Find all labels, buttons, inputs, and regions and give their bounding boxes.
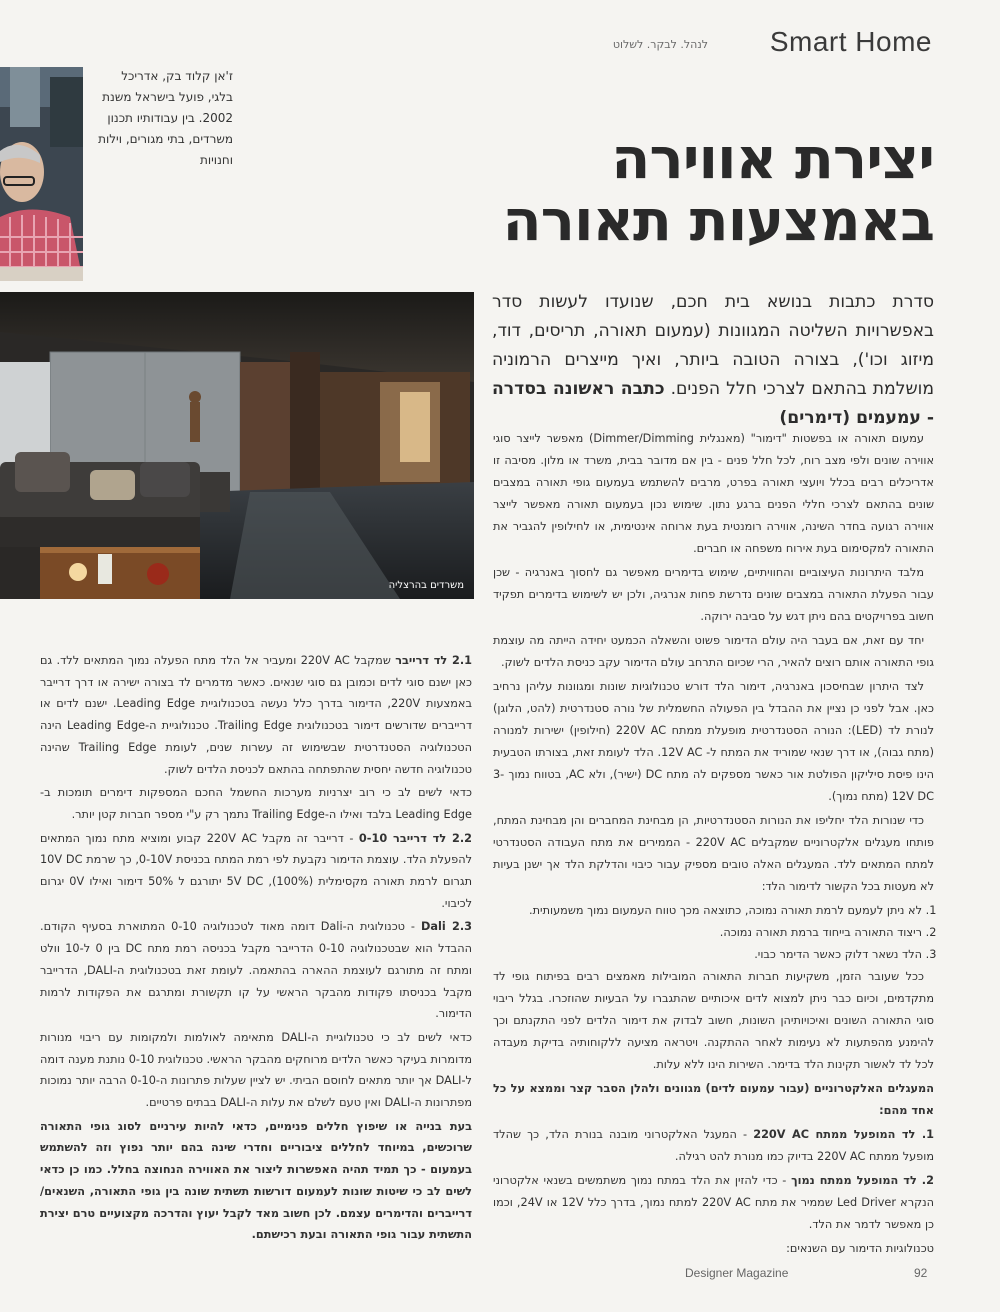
paragraph: [40, 828, 472, 915]
list-item: 2. ריצוד התאורה בייחוד ברמת תאורה נמוכה.: [493, 922, 922, 944]
left-column: [40, 650, 472, 1248]
photo-caption: משרדים בהרצליה: [388, 580, 464, 591]
paragraph: [40, 916, 472, 1025]
intro-text: סדרת כתבות בנושא בית חכם, שנועדו לעשות סדר באפשרויות השליטה המגוונות (עמעום תאורה, תריסים, דוד, מיזוג וכו'), בצורה הטובה ביותר, ואיך מייצרים הרמוניה מושלמת בהתאם לצרכי חלל הפנים.: [492, 292, 935, 399]
section-heading: 2.2 לד דרייבר 0-10: [358, 831, 473, 845]
paragraph: כדי שנורות הלד יחליפו את הנורות הסטנדרטיות, הן מבחינת המחברים והן מבחינת המתח, פותחו מעגלים אלקטרוניים שמקבלים 220V AC - הממירים את מתח העבודה הסטנדרטי למתח המתאים ללד. המעגלים האלה טובים מספיק עבור כיבוי והדלקת הלד אך ישנן בעיות לא מעטות בכל הקשור לדימור הלד:: [493, 814, 934, 893]
paragraph: כדאי לשים לב כי טכנולוגיית ה-DALI מתאימה לאולמות ולמקומות עם ריבוי מנורות מדומרות בעיקר כאשר הלדים מרוחקים מהבקר הראשי. טכנולוגית 0-10 נותנת מענה דומה ל-DALI אך יותר מתאים לחוסם הביתי. יש לציין שעלות פתרונות ה-0-10 הרבה יותר נמוכות מפתרונות ה-DALI ואין טעם לשלם את עלות ה-DALI בבתים פרטיים.: [40, 1030, 473, 1110]
paragraph: [493, 1124, 934, 1168]
paragraph: יחד עם זאת, אם בעבר היה עולם הדימור פשוט והשאלה הכמעט יחידה הייתה מה עוצמת גופי התאורה אותם רוצים להאיר, הרי שכיום התרחב עולם הדימור עקב כניסת הלדים לשוק.: [493, 634, 934, 669]
section-text: שמקבל 220V AC ומעביר אל הלד מתח הפעלה נמוך המתאים ללד. גם כאן ישנם סוגי לדים וכמובן גם סוגי שנאים. כאשר מדמרים לד בצורה ישירה או דרך דרייבר באמצעות 220V, הדימור בדרך כלל נעשה בטכנולוגיית Leading Edge. ישנם לדים או דרייברים שדורשים דימור בטכנולוגית Trailing Edge. טכנולוגיית ה-Leading Edge הינה הטכנולוגיה הסטנדרטית שבשימוש זה עשרות שנים, לעומת Trailing Edge שהינה טכנולוגיה חדשה יחסית שהתפתחה בהתאם לכניסת הלדים לשוק.: [40, 654, 473, 776]
paragraph-bold: בעת בנייה או שיפוץ חללים פנימיים, כדאי להיות עירניים לסוג גופי התאורה שרוכשים, במיוחד לחללים ציבוריים וחדרי שינה בהם יותר נפוץ וזה להשתמש בעמעום - כך תמיד תהיה האפשרות ליצור את האווירה הנחוצה בחלל. כמו כן כדאי לשים לב כי שיטות שונות לעמעום דורשות תשתית שונה בין גופי התאורה, השנאים/ דרייברים והדימרים עצמם. לכן חשוב מאד לקבל יעוץ והדרכה מקצועיים טרם יצירת התשתית עבור גופי התאורה ובעת רכישתם.: [40, 1119, 472, 1242]
section-tagline: לנהל. לבקר. לשלוט: [612, 38, 708, 51]
footer-page-number: 92: [914, 1266, 928, 1280]
right-column: [493, 428, 934, 1262]
paragraph: לצד היתרון שבחיסכון באנרגיה, דימור הלד דורש טכנולוגיות שונות ומגוונות עליהן נרחיב כאן. אבל לפני כן נציין את ההבדל בין הפעולה החשמלית של נורה סטנדרטית (להט, הלוגן) לנורת לד (LED): הנורה הסטנדרטית מופעלת ממתח 220V AC (חילופין) ישירות למנורה (מתח גבוה), או דרך שנאי שמוריד את המתח ל- 12V AC. הלד לעומת זאת, בצורתו הטבעית הינו פיסת סיליקון הפולטת אור כאשר מספקים לה מתח DC (ישיר), ולא AC, בטווח נמוך 3-12V DC (מתח נמוך).: [493, 680, 934, 803]
section-heading: 2.1 לד דרייבר: [395, 654, 472, 667]
list-item: 1. לא ניתן לעמעם לרמת תאורה נמוכה, כתוצאה מכך טווח העמעום נמוך משמעותית.: [493, 900, 922, 922]
paragraph: [493, 1170, 934, 1236]
page-header: [0, 0, 1000, 70]
title-line-2: באמצעות תאורה: [502, 188, 934, 254]
list-item: 3. הלד נשאר דלוק כאשר הדימר כבוי.: [493, 944, 922, 966]
item-title: 2. לד המופעל ממתח נמוך: [791, 1174, 934, 1187]
paragraph: עמעום תאורה או בפשטות "דימור" (מאנגלית Dimmer/Dimming) מאפשר לייצר סוגי אווירה שונים ולפי מצב רוח, לכל חלל פנים - בין אם מדובר בבית, משרד או מלון. מסיבה זו אדריכלים רבים בכלל ויועצי תאורה בפרט, מרבים להשתמש בעמעום גופי תאורה במצבים שונים בהתאם לצרכי חללי הפנים ברגע נתון. שימוש נכון בעמעום תאורה מאפשר לייצר אווירה רגועה בחדר השינה, אווירה רומנטית בעת ארוחה אינטימית, או לחילופין להגביר את התאורה למקסימום בעת אירוח משפחה או חברים.: [493, 432, 934, 555]
intro-lead: [492, 288, 934, 433]
paragraph: מלבד היתרונות העיצוביים והחוויתיים, שימוש בדימרים מאפשר גם לחסוך באנרגיה - שכן עבור הפעלת התאורה במצבים שונים נדרשת פחות אנרגיה, ולכן יש לשימוש בדימרים תפקיד חשוב בפרויקטים בהם ניתן דגש על סביבה ירוקה.: [493, 566, 934, 623]
author-photo: [0, 67, 83, 281]
section-name: Smart Home: [769, 26, 932, 57]
item-text: - כדי להזין את הלד במתח נמוך משתמשים בשנאי אלקטרוני הנקרא Led Driver שממיר את מתח 220V AC למתח נמוך, בדרך כלל 12V או 24V, וכמו כן מאפשר לדמר את הלד.: [493, 1174, 934, 1231]
paragraph: ככל שעובר הזמן, משקיעות חברות התאורה המובילות מאמצים רבים בפיתוח גופי לד מתקדמים, וכיום כבר ניתן למצוא לדים איכותיים שהתגברו על הבעיות שהוזכרו. בגלל ריבוי סוגי התאורה השונים ואיכויותיהן השונות, חשוב לבדוק את דימור הלדים לפני התקנתם וכך להימנע מהפתעות לא נעימות לאחר ההתקנה. ויטראה מציעה ללקוחותיה בדיקת מעבדה לכל לד לאשור תקינות הלד בדימר. השירות הינו ללא עלות.: [493, 970, 934, 1071]
paragraph-bold: המעגלים האלקטרוניים (עבור עמעום לדים) מגוונים ולהלן הסבר קצר וממצא על כל אחד מהם:: [493, 1082, 934, 1117]
paragraph: [40, 650, 472, 780]
article-title: [440, 128, 934, 252]
footer-magazine-name: Designer Magazine: [685, 1266, 789, 1280]
section-text: - דרייבר זה מקבל 220V AC קבוע ומוציא מתח נמוך המתאים להפעלת הלד. עוצמת הדימור נקבעת לפי רמת המתח בכניסת 0-10V, כך שרמת 10V DC תגרום לרמת תאורה מקסימלית (100%), 5V DC יתורגם ל 50% דימור ואילו 0V יגרום לכיבוי.: [40, 831, 473, 910]
hero-photo: [0, 292, 474, 599]
author-bio: ז'אן קלוד בק, אדריכל בלגי, פועל בישראל משנת 2002. בין עבודותיו תכנון משרדים, בתי מגורים, וילות וחנויות: [98, 69, 233, 167]
paragraph: טכנולוגיות הדימור עם השנאים:: [786, 1242, 934, 1255]
issues-list: [493, 900, 934, 966]
section-text: - טכנולוגית ה-Dali דומה מאוד לטכנולוגיה 0-10 המתוארת בסעיף הקודם. ההבדל הוא שבטכנולוגיה 0-10 הדרייבר מקבל בכניסה רמת מתח DC בין 0 ל-10 וולט ומתח זה מתורגם לעוצמת ההארה בהתאמה. לעומת זאת בטכנולוגית ה-DALI, הדרייבר מקבל בכניסתו פקודות מהבקר הראשי על קו תקשורת ומתרגם את הפקודות לרמות הדימור.: [40, 920, 472, 1021]
intro-bold: כתבה ראשונה בסדרה - עמעמים (דימרים): [492, 379, 934, 428]
title-line-1: יצירת אווירה: [611, 126, 934, 192]
item-title: 1. לד המופעל ממתח 220V AC: [753, 1128, 934, 1141]
paragraph: כדאי לשים לב כי רוב יצרניות מערכות החשמל החכם המספקות דימרים תומכות ב-Leading Edge בלבד ואילו ה-Trailing Edge נתמך רק ע"י מספר חברות קטן יותר.: [40, 786, 472, 821]
item-text: - המעגל האלקטרוני מובנה בנורת הלד, כך שהלד מופעל ממתח 220V AC בדיוק כמו מנורת להט רגילה.: [493, 1128, 934, 1163]
section-heading: Dali 2.3: [420, 920, 472, 934]
